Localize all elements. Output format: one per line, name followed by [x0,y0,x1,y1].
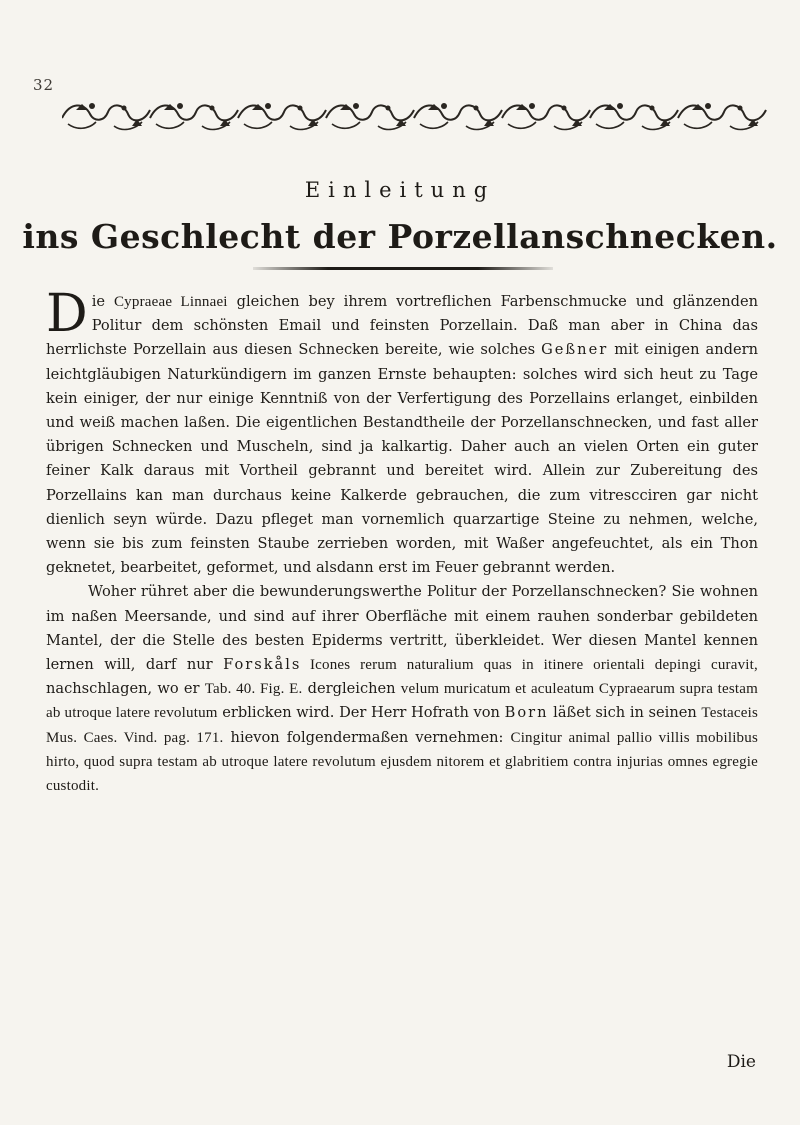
p2-text-3: nachschlagen, wo er [46,680,205,698]
p2-name-born: Born [504,704,549,722]
p1-text-2: gleichen bey ihrem vortreflichen Farbenschmucke und glänzenden Politur dem schönsten Email und feinsten Porzellain. Daß man aber in China das herrlichste Porzellain aus diesen Schnecken bereite, wie solches [46,293,758,359]
p2-latin-2: Tab. 40. Fig. E. [204,681,303,698]
ornament-border-icon [62,96,774,134]
drop-initial: D [46,284,88,344]
p2-text-4: dergleichen [302,680,401,698]
body-text [46,284,758,798]
p2-text-5: erblicken wird. Der Herr Hofrath von [217,704,505,722]
p2-text-2: s [291,656,310,674]
p2-latin-1: Icones rerum naturalium quas in itinere orientali depingi curavit, [309,657,758,674]
heading-rule [253,267,553,270]
heading-einleitung: Einleitung [304,178,496,202]
p2-text-7: hievon folgendermaßen vernehmen: [223,728,511,746]
p2-text-1: Woher rühret aber die bewunderungswerthe Politur der Porzellanschnecken? Sie wohnen im naßen Meersande, und sind auf ihrer Oberfläche mit einem rauhen sonderbar gebildeten Mantel, der die Stelle des besten Epiderms vertritt, überkleidet. Wer diesen Mantel kennen lernen will, darf nur [46,583,758,674]
p2-text-6: läßet sich in seinen [548,704,702,722]
p1-text-3: mit einigen andern leichtgläubigen Naturkündigern im ganzen Ernste behaupten: solches wird sich heut zu Tage kein einiger, der nur einige Kenntniß von der Verfertigung des Porzellains erlanget, einbilden und weiß machen laßen. Die eigentlichen Bestandtheile der Porzellanschnecken, und fast aller übrigen Schnecken und Muscheln, sind ja kalkartig. Daher auch an vielen Orten ein guter feiner Kalk daraus mit Vortheil gebrannt und bereitet wird. Allein zur Zubereitung des Porzellains kan man durchaus keine Kalkerde gebrauchen, die zum vitrescciren gar nicht dienlich seyn würde. Dazu pfleget man vornemlich quarzartige Steine zu nehmen, welche, wenn sie bis zum feinsten Staube zerrieben worden, mit Waßer angefeuchtet, als ein Thon geknetet, bearbeitet, geformet, und alsdann erst im Feuer gebrannt werden. [46,341,758,577]
p1-latin-1: Cypraeae Linnaei [113,294,228,310]
heading-title: ins Geschlecht der Porzellanschnecken. [22,217,778,256]
p1-text-1: ie [91,293,114,310]
p2-name-forskal: Forskål [223,656,292,674]
p2-latin-5: Cingitur animal pallio villis mobilibus hirto, quod supra testam ab utroque latere revolutum ejusdem nitorem et glabritiem contra injurias omnes egregie custodit. [46,729,758,795]
p2-latin-3: velum muricatum et aculeatum Cypraearum supra testam ab utroque latere revolutum [46,681,758,722]
paragraph-1 [46,284,758,580]
p1-name-gessner: Geßner [541,341,609,359]
page-number: 32 [33,76,55,94]
catchword: Die [726,1052,756,1072]
p2-latin-4: Testaceis Mus. Caes. Vind. pag. 171. [46,705,758,746]
paragraph-2 [46,580,758,798]
